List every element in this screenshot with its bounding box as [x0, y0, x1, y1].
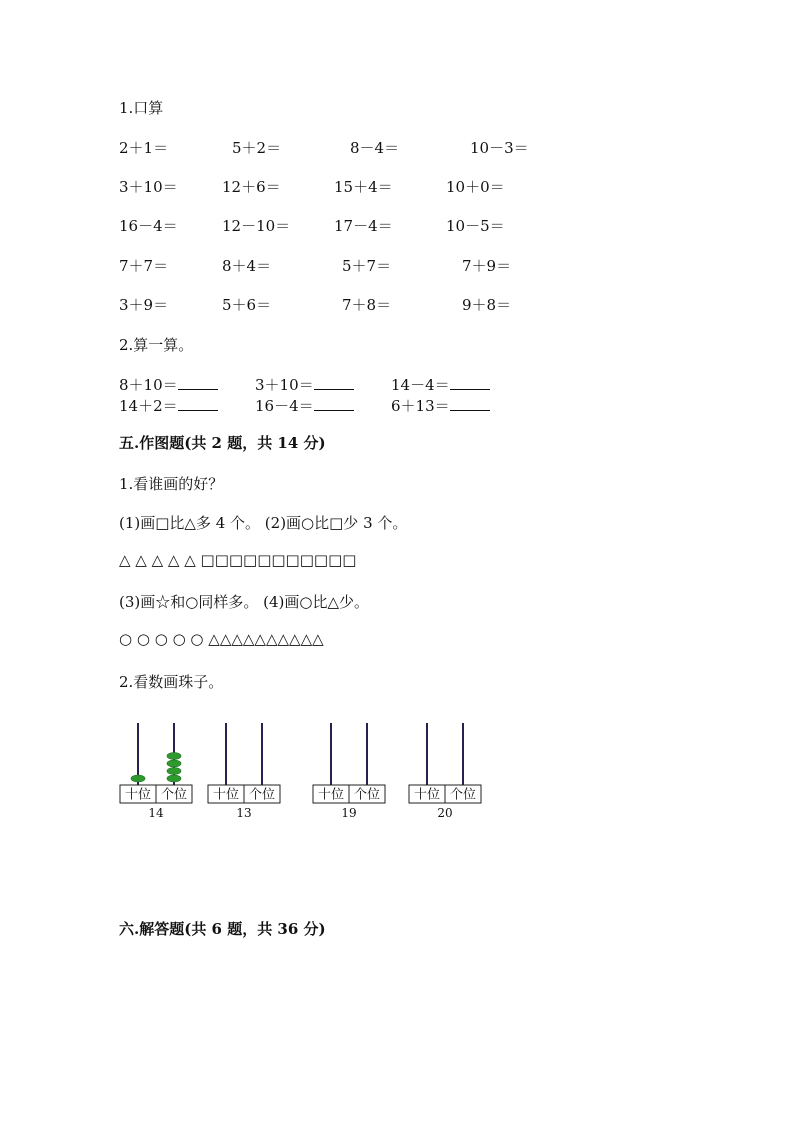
q2-problem [255, 395, 354, 416]
ones-bead [167, 768, 181, 775]
s5-q1-instruction-1: (1)画□比△多 4 个。 (2)画○比□少 3 个。 [119, 514, 408, 532]
s5-q1-shapes-1: △ △ △ △ △ □□□□□□□□□□□ [119, 551, 357, 569]
abacus [208, 723, 280, 820]
q1-problem: 9＋8＝ [462, 296, 512, 314]
abacus [120, 723, 192, 820]
q2-title: 2.算一算。 [119, 336, 194, 354]
q2-expr: 6＋13＝ [391, 397, 450, 415]
q2-expr: 14＋2＝ [119, 397, 178, 415]
q1-problem: 7＋9＝ [462, 257, 512, 275]
q1-problem: 5＋7＝ [342, 257, 392, 275]
answer-blank[interactable] [450, 375, 490, 390]
s5-q1-instruction-2: (3)画☆和○同样多。 (4)画○比△少。 [119, 593, 369, 611]
answer-blank[interactable] [178, 396, 218, 411]
ones-bead [167, 775, 181, 782]
abacus [409, 723, 481, 820]
tens-label: 十位 [124, 787, 152, 803]
s5-q1-shapes-2: ○ ○ ○ ○ ○ △△△△△△△△△△ [119, 630, 324, 648]
tens-label: 十位 [212, 787, 240, 803]
q1-problem: 10－5＝ [446, 217, 505, 235]
answer-blank[interactable] [314, 375, 354, 390]
q2-problem [391, 374, 490, 395]
ones-label: 个位 [160, 787, 188, 803]
s5-q1-title: 1.看谁画的好？ [119, 475, 224, 493]
section5-heading: 五.作图题(共 2 题，共 14 分) [119, 434, 326, 452]
s5-q2-title: 2.看数画珠子。 [119, 673, 224, 691]
abacus [313, 723, 385, 820]
q1-problem: 15＋4＝ [334, 178, 393, 196]
tens-label: 十位 [413, 787, 441, 803]
section6-heading: 六.解答题(共 6 题，共 36 分) [119, 920, 326, 938]
q1-problem: 8－4＝ [350, 139, 400, 157]
q1-problem: 7＋8＝ [342, 296, 392, 314]
q1-title: 1.口算 [119, 99, 164, 117]
q1-problem: 3＋10＝ [119, 178, 178, 196]
q1-problem: 12＋6＝ [222, 178, 281, 196]
q1-problem: 16－4＝ [119, 217, 178, 235]
q1-problem: 10＋0＝ [446, 178, 505, 196]
ones-label: 个位 [248, 787, 276, 803]
abacus-figure [110, 715, 500, 825]
q1-problem: 7＋7＝ [119, 257, 169, 275]
q2-expr: 14－4＝ [391, 376, 450, 394]
q1-problem: 2＋1＝ [119, 139, 169, 157]
q1-problem: 3＋9＝ [119, 296, 169, 314]
q2-expr: 16－4＝ [255, 397, 314, 415]
abacus-number: 20 [437, 806, 453, 820]
q1-problem: 12－10＝ [222, 217, 291, 235]
q2-problem [391, 395, 490, 416]
q1-problem: 5＋2＝ [232, 139, 282, 157]
abacus-number: 13 [236, 806, 252, 820]
ones-label: 个位 [353, 787, 381, 803]
answer-blank[interactable] [178, 375, 218, 390]
tens-bead [131, 775, 145, 782]
q2-problem [119, 374, 218, 395]
q1-problem: 10－3＝ [470, 139, 529, 157]
q1-problem: 5＋6＝ [222, 296, 272, 314]
answer-blank[interactable] [450, 396, 490, 411]
q2-problem [255, 374, 354, 395]
q1-problem: 8＋4＝ [222, 257, 272, 275]
ones-label: 个位 [449, 787, 477, 803]
abacus-number: 19 [341, 806, 357, 820]
q2-expr: 3＋10＝ [255, 376, 314, 394]
q2-expr: 8＋10＝ [119, 376, 178, 394]
q2-problem [119, 395, 218, 416]
answer-blank[interactable] [314, 396, 354, 411]
tens-label: 十位 [317, 787, 345, 803]
ones-bead [167, 760, 181, 767]
q1-problem: 17－4＝ [334, 217, 393, 235]
abacus-number: 14 [148, 806, 164, 820]
ones-bead [167, 753, 181, 760]
